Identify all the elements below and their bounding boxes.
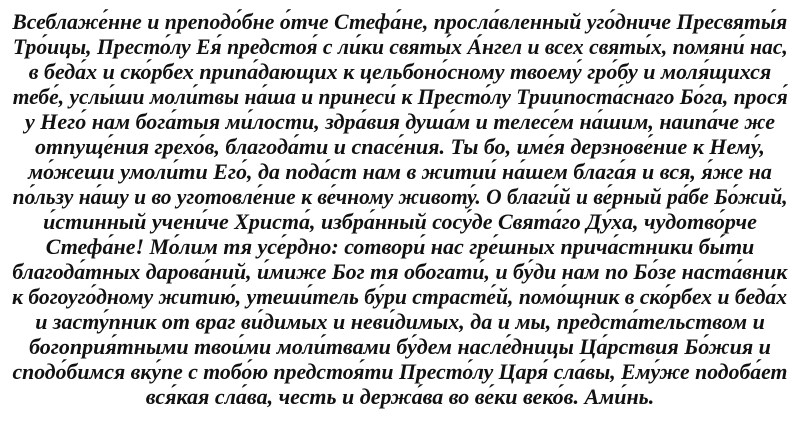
prayer-line: и́стинный учени́че Христа́, избра́нный сосу́де Свята́го Ду́ха, чудотво́рче	[43, 209, 757, 234]
prayer-line: Всеблаже́нне и преподо́бне о́тче Стефа́не, просла́вленный уго́дниче Пресвяты́я	[12, 9, 788, 34]
prayer-line: Тро́ицы, Престо́лу Ея́ предстоя́ с ли́ки святы́х А́нгел и всех святы́х, помяни́ нас,	[12, 34, 788, 59]
prayer-line: сподо́бимся вку́пе с тобо́ю предстоя́ти Престо́лу Царя́ сла́вы, Ему́же подоба́ет	[12, 359, 788, 384]
prayer-text	[0, 9, 800, 409]
prayer-line: мо́жеши умоли́ти Его́, да пода́ст нам в житии́ на́шем блага́я и вся, я́же на	[28, 159, 772, 184]
prayer-line: тебе́, услы́ши моли́твы на́ша и принеси́ к Престо́лу Триипоста́снаго Бо́га, прося́	[12, 84, 788, 109]
prayer-line: у Него́ нам бога́тыя ми́лости, здра́вия душа́м и телесе́м на́шим, наипа́че же	[25, 109, 775, 134]
prayer-line: и засту́пник от враг ви́димых и неви́димых, да и мы, предста́тельством и	[35, 309, 765, 334]
prayer-line: по́льзу на́шу и во уготовле́ние к ве́чному животу́. О благи́й и ве́рный ра́бе Бо́жий,	[12, 184, 788, 209]
prayer-line: в беда́х и ско́рбех припа́дающих к цельбоно́сному твоему́ гро́бу и моля́щихся	[28, 59, 772, 84]
prayer-line: вся́кая сла́ва, честь и держа́ва во ве́ки веко́в. Ами́нь.	[145, 384, 655, 409]
prayer-line: богоприя́тными твои́ми моли́твами бу́дем насле́дницы Ца́рствия Бо́жия и	[29, 334, 771, 359]
prayer-line: Стефа́не! Мо́лим тя усе́рдно: сотвори́ нас гре́шных прича́стники бы́ти	[45, 234, 755, 259]
prayer-line: благода́тных дарова́ний, и́миже Бог тя обогати́, и бу́ди нам по Бо́зе наста́вник	[12, 259, 788, 284]
prayer-line: к богоуго́дному житию́, утеши́тель бу́ри страсте́й, помо́щник в ско́рбех и беда́х	[12, 284, 788, 309]
prayer-line: отпуще́ния грехо́в, благода́ти и спасе́ния. Ты бо, име́я дерзнове́ние к Нему́,	[35, 134, 765, 159]
